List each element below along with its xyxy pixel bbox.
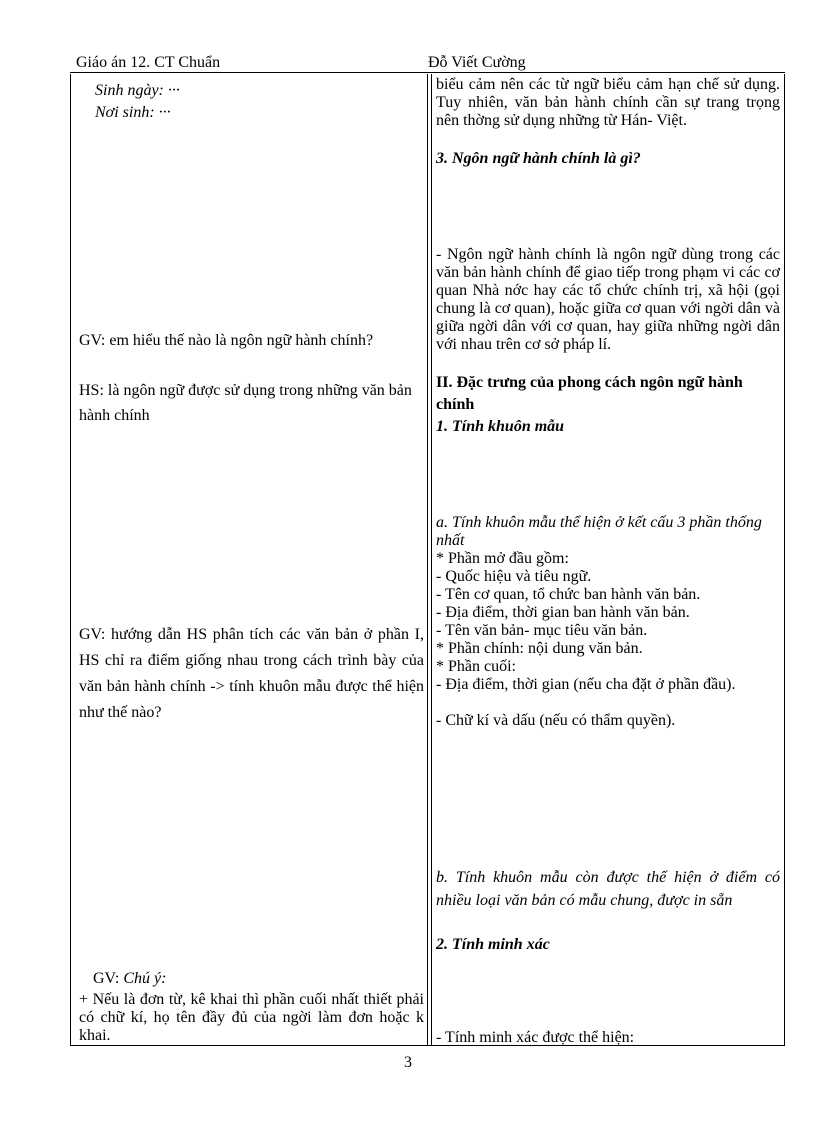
list-item: - Tên cơ quan, tổ chức ban hành văn bản. — [436, 586, 701, 603]
hs-answer-1: HS: là ngôn ngữ được sử dụng trong những văn bản hành chính — [79, 382, 412, 424]
page-number: 3 — [404, 1054, 412, 1071]
list-item: - Quốc hiệu và tiêu ngữ. — [436, 568, 592, 585]
heading-1: 1. Tính khuôn mẫu — [436, 418, 565, 435]
khuon-mau-b: b. Tính khuôn mẫu còn được thể hiện ở điểm có nhiều loại văn bản có mẫu chung, được in sẵn — [436, 869, 780, 909]
definition-text: - Ngôn ngữ hành chính là ngôn ngữ dùng trong các văn bản hành chính để giao tiếp trong phạm vi các cơ quan Nhà nớc hay các tổ chức chính trị, xã hội (gọi chung là cơ quan), hoặc giữa cơ quan với ngời dân và giữa ngời dân với cơ quan, hay giữa những ngời dân với nhau trên cơ sở pháp lí. — [436, 246, 780, 353]
list-item: * Phần chính: nội dung văn bản. — [436, 640, 643, 657]
list-item: - Chữ kí và dấu (nếu có thẩm quyền). — [436, 712, 676, 729]
right-intro: biểu cảm nên các từ ngữ biểu cảm hạn chế sử dụng. Tuy nhiên, văn bản hành chính cần sự trang trọng nên thờng sử dụng những từ Hán- Việt. — [436, 76, 780, 129]
lesson-table — [70, 74, 785, 1046]
list-item: * Phần mở đầu gồm: — [436, 550, 569, 567]
page-header — [70, 54, 785, 74]
gv-question-1: GV: em hiểu thế nào là ngôn ngữ hành chính? — [79, 332, 374, 349]
header-left: Giáo án 12. CT Chuẩn — [76, 54, 221, 71]
list-item: - Địa điểm, thời gian ban hành văn bản. — [436, 604, 690, 621]
heading-2: 2. Tính minh xác — [436, 936, 550, 953]
list-item: * Phần cuối: — [436, 658, 516, 675]
header-right: Đỗ Viết Cường — [428, 54, 526, 71]
gv-note-label — [93, 970, 438, 988]
column-divider — [427, 74, 428, 1045]
list-item: - Tên văn bản- mục tiêu văn bản. — [436, 622, 648, 639]
gv-label: GV: — [93, 970, 120, 987]
heading-3: 3. Ngôn ngữ hành chính là gì? — [436, 150, 641, 167]
sinh-ngay: Sinh ngày: ··· — [95, 82, 180, 99]
column-divider-double — [431, 74, 432, 1045]
heading-ii: II. Đặc trưng của phong cách ngôn ngữ hành chính — [436, 374, 743, 413]
note-text: + Nếu là đơn từ, kê khai thì phần cuối nhất thiết phải có chữ kí, họ tên đầy đủ của ngời làm đơn hoặc k khai. — [79, 991, 424, 1044]
list-item: - Địa điểm, thời gian (nếu cha đặt ở phần đầu). — [436, 676, 736, 693]
chu-y-label: Chú ý: — [123, 970, 167, 987]
noi-sinh: Nơi sinh: ··· — [95, 104, 171, 121]
gv-question-2: GV: hướng dẫn HS phân tích các văn bản ở phần I, HS chỉ ra điểm giống nhau trong cách trình bày của văn bản hành chính -> tính khuôn mẫu được thể hiện như thế nào? — [79, 626, 424, 721]
header-divider — [70, 72, 785, 73]
minh-xac-text: - Tính minh xác được thể hiện: — [436, 1029, 635, 1046]
khuon-mau-a: a. Tính khuôn mẫu thể hiện ở kết cấu 3 phần thống nhất — [436, 514, 762, 549]
